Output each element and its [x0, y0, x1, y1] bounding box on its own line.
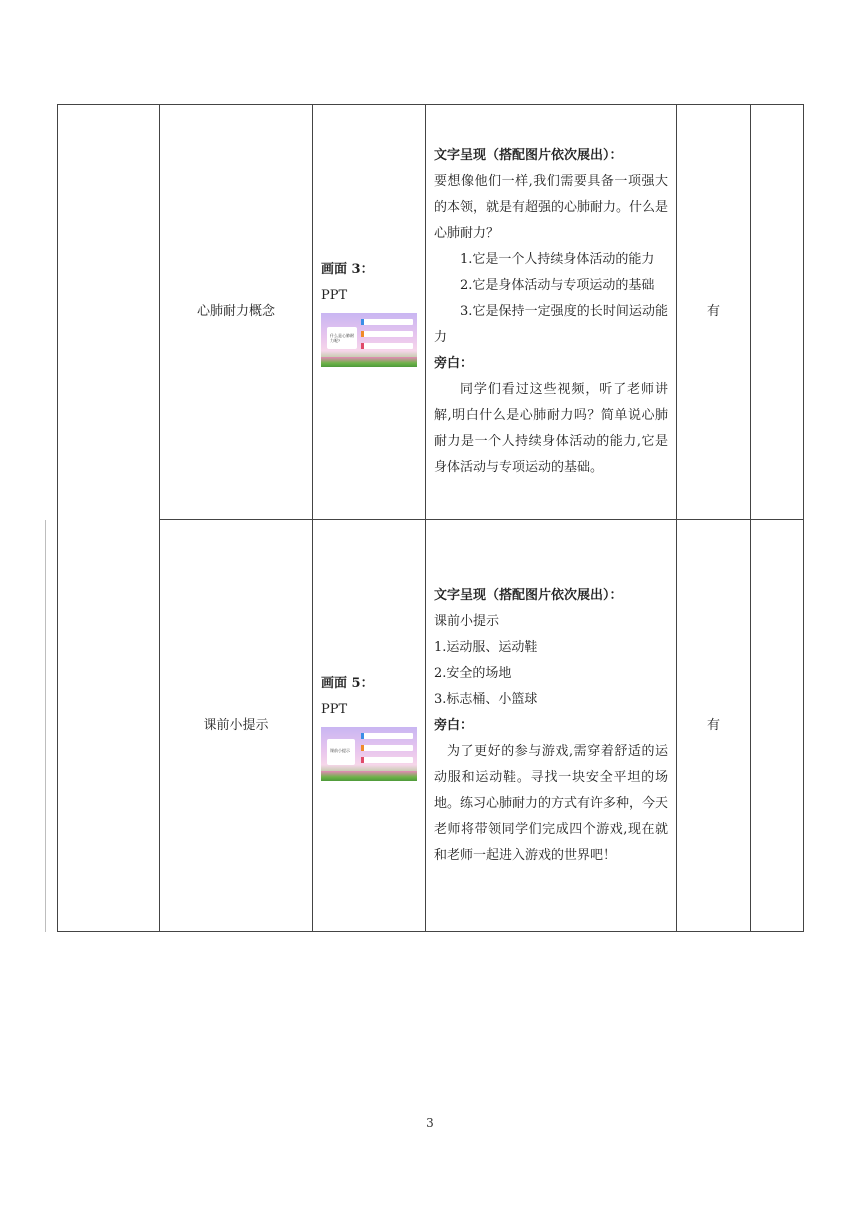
empty-merged-cell — [58, 105, 160, 932]
thumb-line-3 — [361, 343, 413, 349]
has-value: 有 — [677, 105, 751, 520]
thumb-title-card — [327, 327, 357, 349]
narration-heading: 旁白： — [434, 356, 474, 371]
thumb-marker-1 — [361, 733, 364, 739]
thumb-line-3 — [361, 757, 413, 763]
thumb-marker-3 — [361, 757, 364, 763]
narration-text: 同学们看过这些视频，听了老师讲解,明白什么是心肺耐力吗？简单说心肺耐力是一个人持续身体活动的能力,它是身体活动与专项运动的基础。 — [434, 382, 668, 475]
thumb-title: 课前小提示 — [330, 747, 350, 753]
left-margin-line — [45, 520, 46, 932]
text-line: 2.安全的场地 — [434, 665, 512, 681]
text-line: 3.标志桶、小篮球 — [434, 691, 538, 707]
ppt-thumbnail — [321, 313, 417, 367]
thumb-line-2 — [361, 745, 413, 751]
thumb-grass — [321, 357, 417, 367]
empty-cell — [751, 520, 804, 932]
text-heading: 文字呈现（搭配图片依次展出）： — [434, 587, 623, 603]
thumb-line-1 — [361, 733, 413, 739]
content-cell — [426, 105, 677, 520]
text-line: 2.它是身体活动与专项运动的基础 — [460, 278, 655, 293]
narration-heading: 旁白： — [434, 717, 474, 733]
screen-label: 画面 5： — [321, 675, 374, 691]
thumb-marker-2 — [361, 745, 364, 751]
text-line: 3.它是保持一定强度的长时间运动能力 — [434, 304, 668, 345]
text-heading: 文字呈现（搭配图片依次展出）： — [434, 148, 623, 163]
section-title: 课前小提示 — [160, 520, 313, 932]
thumb-grass — [321, 771, 417, 781]
ppt-thumbnail — [321, 727, 417, 781]
thumb-marker-2 — [361, 331, 364, 337]
page-number: 3 — [426, 1116, 434, 1130]
text-line: 1.运动服、运动鞋 — [434, 639, 538, 655]
thumb-line-2 — [361, 331, 413, 337]
empty-cell — [751, 105, 804, 520]
text-line: 1.它是一个人持续身体活动的能力 — [460, 252, 655, 267]
screen-label: 画面 3： — [321, 262, 374, 277]
screen-type: PPT — [321, 288, 348, 303]
thumb-marker-1 — [361, 319, 364, 325]
narration-text: 为了更好的参与游戏,需穿着舒适的运动服和运动鞋。寻找一块安全平坦的场地。练习心肺耐力的方式有许多种，今天老师将带领同学们完成四个游戏,现在就和老师一起进入游戏的世界吧！ — [434, 743, 669, 863]
screen-type: PPT — [321, 701, 348, 717]
screen-cell — [313, 105, 426, 520]
table-row — [58, 520, 804, 932]
has-value: 有 — [677, 520, 751, 932]
thumb-title: 什么是心肺耐力呢? — [330, 333, 354, 343]
table-row — [58, 105, 804, 520]
section-title: 心肺耐力概念 — [160, 105, 313, 520]
text-line: 课前小提示 — [434, 613, 500, 629]
text-line: 要想像他们一样,我们需要具备一项强大的本领，就是有超强的心肺耐力。什么是心肺耐力？ — [434, 174, 669, 241]
thumb-line-1 — [361, 319, 413, 325]
screen-cell — [313, 520, 426, 932]
content-cell — [426, 520, 677, 932]
storyboard-table — [57, 104, 804, 932]
thumb-marker-3 — [361, 343, 364, 349]
thumb-title-card — [327, 739, 355, 765]
